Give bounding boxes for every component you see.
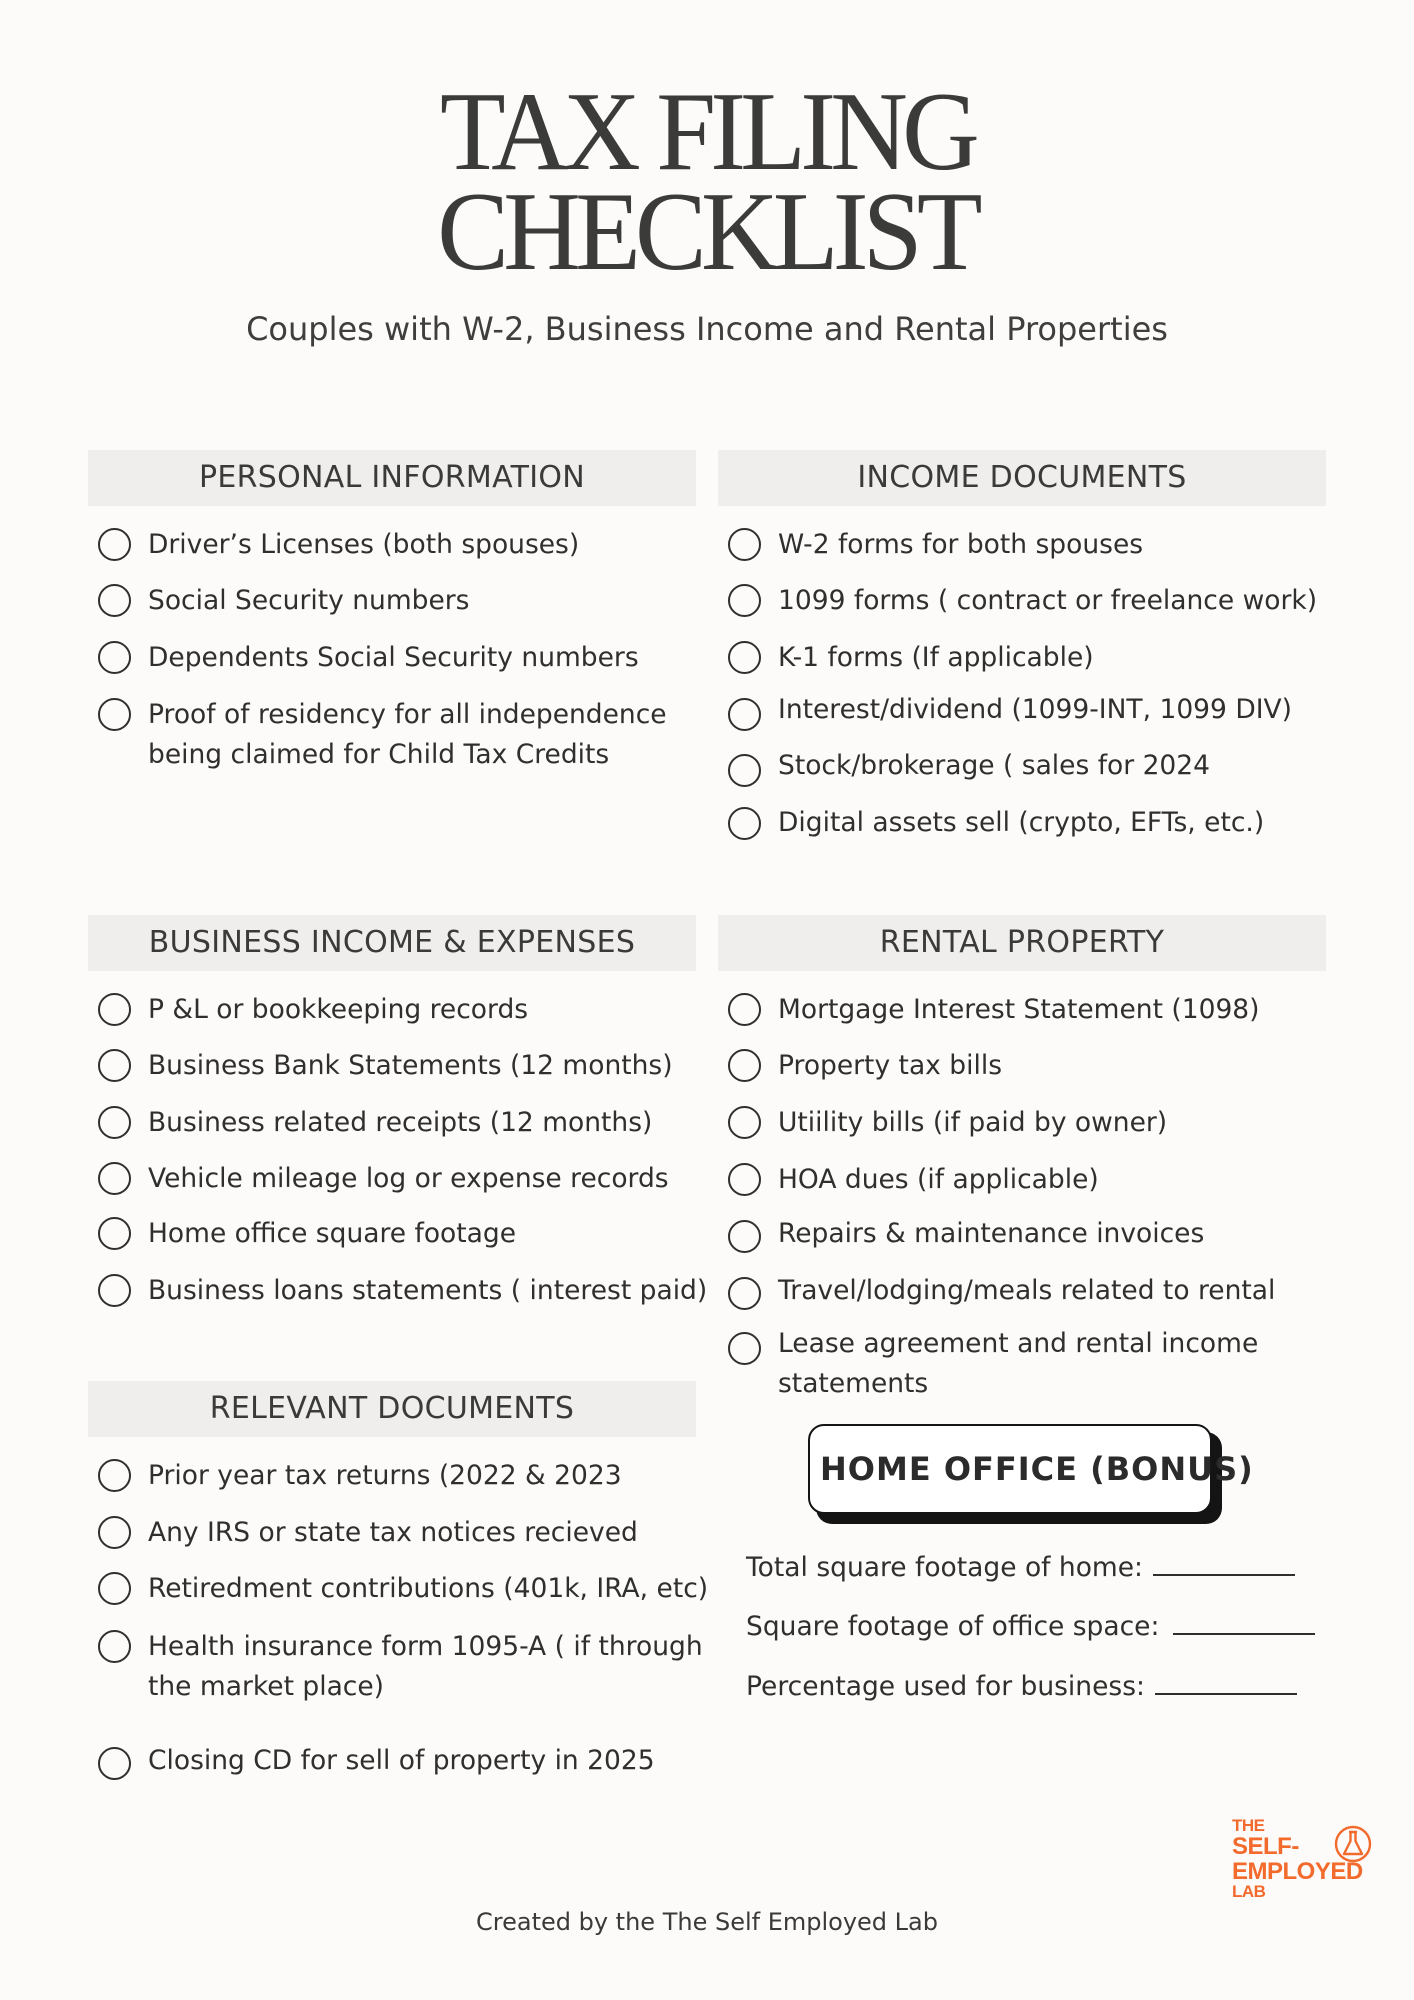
section-header-relevant: RELEVANT DOCUMENTS xyxy=(88,1381,696,1437)
checkbox[interactable] xyxy=(728,993,761,1026)
checklist-item-label: 1099 forms ( contract or freelance work) xyxy=(778,585,1318,616)
subtitle: Couples with W-2, Business Income and Rental Properties xyxy=(246,310,1168,348)
checkbox[interactable] xyxy=(98,698,131,731)
checkbox[interactable] xyxy=(728,584,761,617)
checklist-item-label: HOA dues (if applicable) xyxy=(778,1164,1099,1195)
checkbox[interactable] xyxy=(728,754,761,787)
checklist-item-label: Driver’s Licenses (both spouses) xyxy=(148,529,580,560)
checklist-item-label: Home office square footage xyxy=(148,1218,517,1249)
checklist-item-label: Dependents Social Security numbers xyxy=(148,642,639,673)
checklist-item-label-cont: being claimed for Child Tax Credits xyxy=(148,739,610,770)
checklist-item-label: Any IRS or state tax notices recieved xyxy=(148,1517,638,1548)
checkbox[interactable] xyxy=(98,1459,131,1492)
field-label: Total square footage of home: xyxy=(746,1552,1143,1583)
checkbox[interactable] xyxy=(98,1049,131,1082)
section-header-personal: PERSONAL INFORMATION xyxy=(88,450,696,506)
field-total-square-footage xyxy=(746,1552,1295,1583)
checklist-item-label: Stock/brokerage ( sales for 2024 xyxy=(778,750,1211,781)
checkbox[interactable] xyxy=(728,1277,761,1310)
title-line-1: TAX FILING xyxy=(439,70,975,194)
field-office-square-footage xyxy=(746,1611,1315,1642)
blank-line[interactable] xyxy=(1153,1573,1295,1576)
checklist-item-label: Digital assets sell (crypto, EFTs, etc.) xyxy=(778,807,1265,838)
section-header-income: INCOME DOCUMENTS xyxy=(718,450,1326,506)
checklist-item-label-cont: the market place) xyxy=(148,1671,385,1702)
checklist-item-label: K-1 forms (If applicable) xyxy=(778,642,1094,673)
checkbox[interactable] xyxy=(98,1217,131,1250)
checkbox[interactable] xyxy=(98,641,131,674)
checkbox[interactable] xyxy=(728,1106,761,1139)
field-percentage-business xyxy=(746,1671,1297,1702)
checklist-item-label: Business Bank Statements (12 months) xyxy=(148,1050,673,1081)
checklist-item-label: Social Security numbers xyxy=(148,585,470,616)
bonus-badge-label: HOME OFFICE (BONUS) xyxy=(808,1424,1212,1514)
checkbox[interactable] xyxy=(728,807,761,840)
checklist-item-label: W-2 forms for both spouses xyxy=(778,529,1144,560)
section-header-rental: RENTAL PROPERTY xyxy=(718,915,1326,971)
checklist-item-label: Interest/dividend (1099-INT, 1099 DIV) xyxy=(778,694,1293,725)
logo-wordmark: THE SELF- EMPLOYED LAB xyxy=(1232,1816,1363,1901)
checkbox[interactable] xyxy=(98,1106,131,1139)
checklist-item-label: Repairs & maintenance invoices xyxy=(778,1218,1205,1249)
checkbox[interactable] xyxy=(728,641,761,674)
checkbox[interactable] xyxy=(98,584,131,617)
field-label: Percentage used for business: xyxy=(746,1671,1145,1702)
title-line-2: CHECKLIST xyxy=(437,170,977,294)
blank-line[interactable] xyxy=(1155,1692,1297,1695)
checkbox[interactable] xyxy=(98,1572,131,1605)
checkbox[interactable] xyxy=(98,1516,131,1549)
checklist-item-label: Business related receipts (12 months) xyxy=(148,1107,653,1138)
footer-credit: Created by the The Self Employed Lab xyxy=(476,1908,938,1936)
checklist-item-label: Closing CD for sell of property in 2025 xyxy=(148,1745,655,1776)
checkbox[interactable] xyxy=(98,1162,131,1195)
checkbox[interactable] xyxy=(98,1747,131,1780)
checkbox[interactable] xyxy=(728,1332,761,1365)
checklist-item-label: Health insurance form 1095-A ( if through xyxy=(148,1631,703,1662)
checklist-item-label: Utiility bills (if paid by owner) xyxy=(778,1107,1168,1138)
checklist-item-label: Mortgage Interest Statement (1098) xyxy=(778,994,1260,1025)
checkbox[interactable] xyxy=(98,1274,131,1307)
checklist-item-label: Travel/lodging/meals related to rental xyxy=(778,1275,1276,1306)
checkbox[interactable] xyxy=(728,698,761,731)
checklist-item-label: Lease agreement and rental income xyxy=(778,1328,1259,1359)
checkbox[interactable] xyxy=(728,1220,761,1253)
checkbox[interactable] xyxy=(728,1049,761,1082)
checklist-item-label: Vehicle mileage log or expense records xyxy=(148,1163,669,1194)
page-title xyxy=(28,70,1385,294)
blank-line[interactable] xyxy=(1173,1632,1315,1635)
checklist-item-label: Prior year tax returns (2022 & 2023 xyxy=(148,1460,622,1491)
checkbox[interactable] xyxy=(728,528,761,561)
checklist-item-label: Business loans statements ( interest paid) xyxy=(148,1275,708,1306)
checklist-item-label: Retiredment contributions (401k, IRA, etc) xyxy=(148,1573,709,1604)
checkbox[interactable] xyxy=(98,528,131,561)
home-office-bonus-badge xyxy=(808,1424,1254,1524)
checklist-item-label: P &L or bookkeeping records xyxy=(148,994,529,1025)
self-employed-lab-logo xyxy=(1232,1818,1372,1908)
checklist-item-label: Property tax bills xyxy=(778,1050,1003,1081)
checkbox[interactable] xyxy=(98,1630,131,1663)
section-header-business: BUSINESS INCOME & EXPENSES xyxy=(88,915,696,971)
checkbox[interactable] xyxy=(728,1163,761,1196)
checklist-item-label: Proof of residency for all independence xyxy=(148,699,667,730)
checklist-item-label-cont: statements xyxy=(778,1368,929,1399)
field-label: Square footage of office space: xyxy=(746,1611,1160,1642)
checkbox[interactable] xyxy=(98,993,131,1026)
flask-icon xyxy=(1334,1824,1372,1864)
